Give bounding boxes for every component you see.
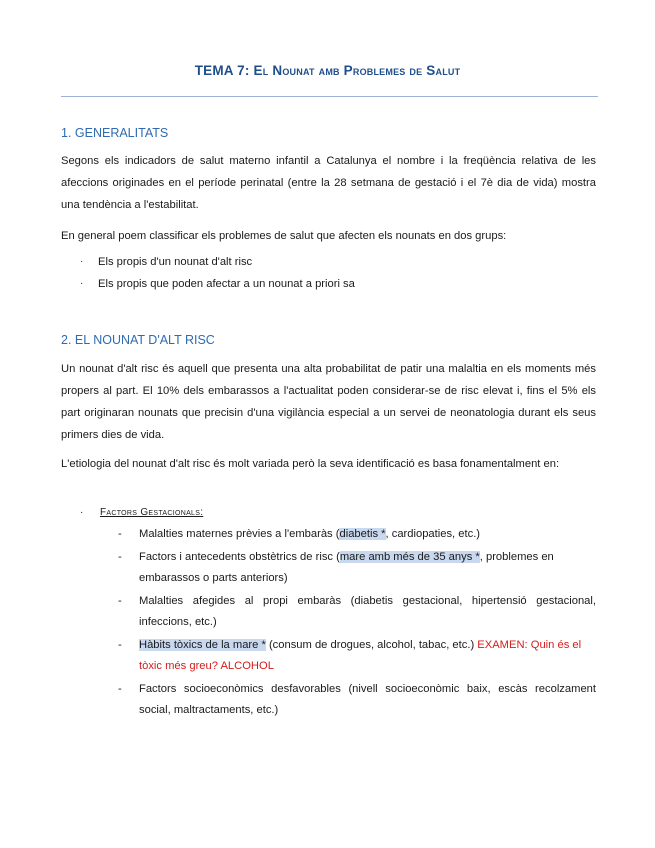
section2-paragraph-2: L'etiologia del nounat d'alt risc és molt variada però la seva identificació es basa fonamentalment en: <box>61 458 560 470</box>
list-item: - Factors socioeconòmics desfavorables (nivell socioeconòmic baix, escàs recolzament social, maltractaments, etc.) <box>118 679 596 721</box>
subheading-label: Factors Gestacionals: <box>100 507 204 518</box>
title-prefix: TEMA 7: <box>194 63 254 78</box>
bullet-icon: · <box>80 278 84 289</box>
dash-icon: - <box>118 595 122 607</box>
section1-bullet-list <box>80 251 355 295</box>
section2-heading: 2. EL NOUNAT D'ALT RISC <box>61 333 215 347</box>
highlight: diabetis * <box>339 528 386 540</box>
list-item: · Els propis que poden afectar a un nounat a priori sa <box>80 273 355 295</box>
bullet-icon: · <box>80 256 84 267</box>
section1-heading: 1. GENERALITATS <box>61 126 169 140</box>
section1-paragraph-1: Segons els indicadors de salut materno infantil a Catalunya el nombre i la freqüència relativa de les afeccions originades en el període perinatal (entre la 28 setmana de gestació i el 7è dia de vida) mostra una tendència a l'estabilitat. <box>61 155 596 211</box>
factors-list <box>118 524 596 723</box>
dash-icon: - <box>118 683 122 695</box>
dash-icon: - <box>118 528 122 540</box>
list-item: - Hàbits tòxics de la mare * (consum de drogues, alcohol, tabac, etc.) EXAMEN: Quin és el tòxic més greu? ALCOHOL <box>118 635 596 677</box>
highlight: Hàbits tòxics de la mare * <box>139 639 266 651</box>
title-main: El Nounat amb Problemes de Salut <box>253 63 461 78</box>
section1-paragraph-2: En general poem classificar els problemes de salut que afecten els nounats en dos grups: <box>61 230 507 242</box>
title-divider <box>61 96 598 97</box>
dash-icon: - <box>118 639 122 651</box>
exam-note: EXAMEN: Quin és el tòxic més greu? ALCOHOL <box>139 639 582 672</box>
section2-paragraph-1: Un nounat d'alt risc és aquell que presenta una alta probabilitat de patir una malaltia en els moments més propers al part. El 10% dels embarassos a l'actualitat poden considerar-se de risc elevat i, fins el 5% els part originaran nounats que precisin d'una vigilància especial a un servei de neonatologia durant els seus primers dies de vida. <box>61 363 596 441</box>
highlight: mare amb més de 35 anys * <box>339 551 480 563</box>
subheading-factors <box>80 502 203 524</box>
dash-icon: - <box>118 551 122 563</box>
list-item: - Malalties maternes prèvies a l'embaràs (diabetis *, cardiopaties, etc.) <box>118 524 596 545</box>
bullet-icon: · <box>80 507 84 518</box>
list-item: - Factors i antecedents obstètrics de risc (mare amb més de 35 anys *, problemes en embarassos o parts anteriors) <box>118 547 596 589</box>
document-title <box>0 63 655 78</box>
list-item: · Els propis d'un nounat d'alt risc <box>80 251 355 273</box>
list-item: - Malalties afegides al propi embaràs (diabetis gestacional, hipertensió gestacional, infeccions, etc.) <box>118 591 596 633</box>
